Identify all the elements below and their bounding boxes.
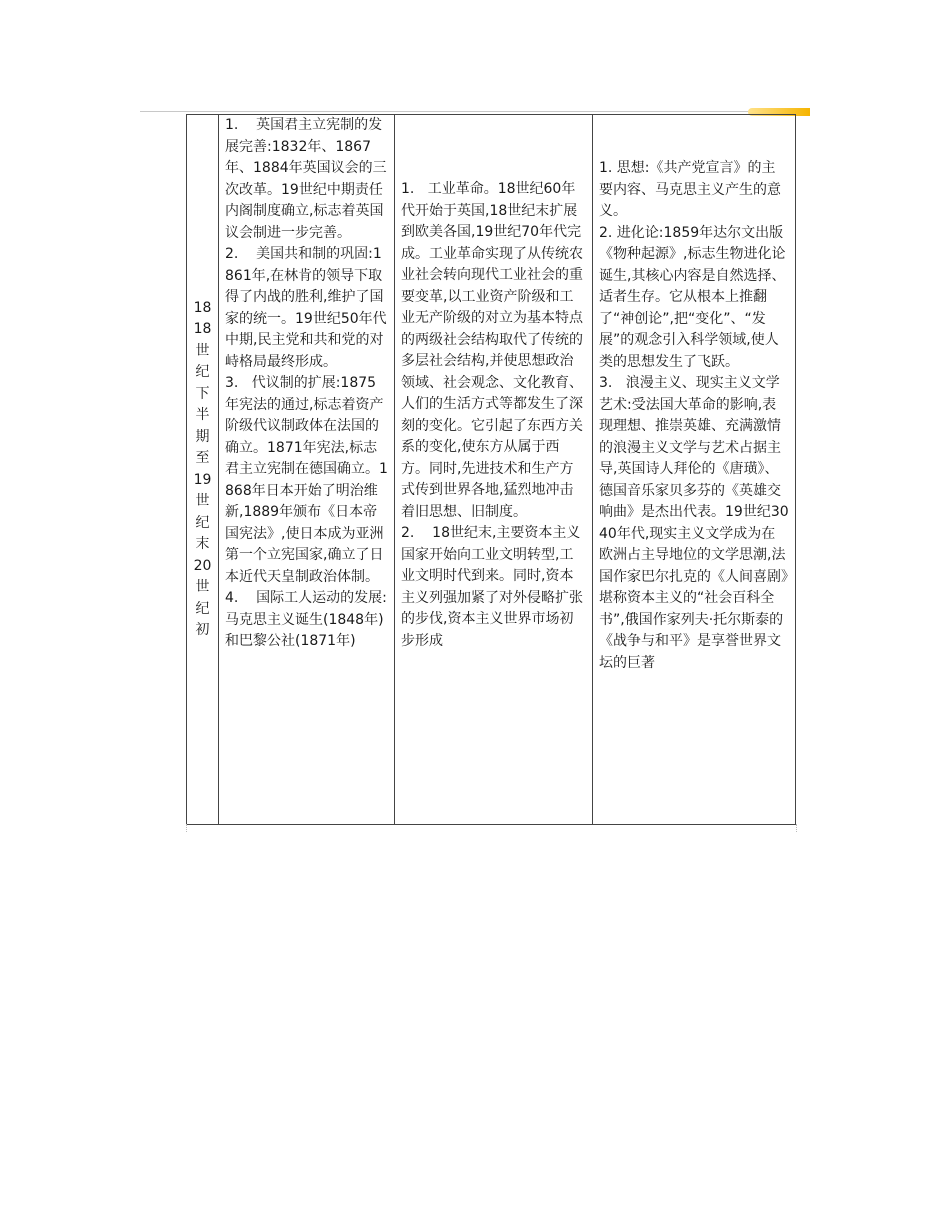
history-table bbox=[186, 114, 796, 825]
culture-item-1: 1. 思想:《共产党宣言》的主要内容、马克思主义产生的意义。 bbox=[599, 160, 781, 219]
table-bottom-edge bbox=[186, 824, 797, 832]
politics-item-1: 1. 英国君主立宪制的发展完善:1832年、1867年、1884年英国议会的三次改革。19世纪中期责任内阁制度确立,标志着英国议会制进一步完善。 bbox=[225, 117, 387, 241]
politics-item-4: 4. 国际工人运动的发展:马克思主义诞生(1848年)和巴黎公社(1871年) bbox=[225, 590, 387, 649]
period-label: 18 18 世纪下半期至 19 世纪末 20 世纪初 bbox=[193, 299, 212, 638]
table-row bbox=[187, 115, 796, 825]
header-rule bbox=[140, 111, 810, 112]
culture-item-3: 3. 浪漫主义、现实主义文学艺术:受法国大革命的影响,表现理想、推崇英雄、充满激情的浪漫主义文学与艺术占据主导,英国诗人拜伦的《唐璜》、德国音乐家贝多芬的《英雄交响曲》是杰出代表。19世纪3040年代,现实主义文学成为在欧洲占主导地位的文学思潮,法国作家巴尔扎克的《人间喜剧》堪称资本主义的“社会百科全书”,俄国作家列夫·托尔斯泰的《战争与和平》是享誉世界文坛的巨著 bbox=[599, 375, 789, 671]
politics-item-3: 3. 代议制的扩展:1875年宪法的通过,标志着资产阶级代议制政体在法国的确立。1871年宪法,标志君主立宪制在德国确立。1868年日本开始了明治维新,1889年颁布《日本帝国宪法》,使日本成为亚洲第一个立宪国家,确立了日本近代天皇制政治体制。 bbox=[225, 375, 388, 585]
economy-item-2: 2. 18世纪末,主要资本主义国家开始向工业文明转型,工业文明时代到来。同时,资本主义列强加紧了对外侵略扩张的步伐,资本主义世界市场初步形成 bbox=[401, 525, 583, 649]
economy-item-1: 1. 工业革命。18世纪60年代开始于英国,18世纪末扩展到欧美各国,19世纪70年代完成。工业革命实现了从传统农业社会转向现代工业社会的重要变革,以工业资产阶级和工业无产阶级的对立为基本特点的两级社会结构取代了传统的多层社会结构,并使思想政治领域、社会观念、文化教育、人们的生活方式等都发生了深刻的变化。它引起了东西方关系的变化,使东方从属于西方。同时,先进技术和生产方式传到世界各地,猛烈地冲击着旧思想、旧制度。 bbox=[401, 181, 583, 520]
politics-item-2: 2. 美国共和制的巩固:1861年,在林肯的领导下取得了内战的胜利,维护了国家的统一。19世纪50年代中期,民主党和共和党的对峙格局最终形成。 bbox=[225, 246, 387, 370]
culture-cell bbox=[593, 115, 796, 825]
culture-item-2: 2. 进化论:1859年达尔文出版《物种起源》,标志生物进化论诞生,其核心内容是自然选择、适者生存。它从根本上推翻了“神创论”,把“变化”、“发展”的观念引入科学领域,使人类的思想发生了飞跃。 bbox=[599, 224, 786, 370]
economy-cell bbox=[395, 115, 593, 825]
politics-cell bbox=[219, 115, 395, 825]
period-cell bbox=[187, 115, 219, 825]
